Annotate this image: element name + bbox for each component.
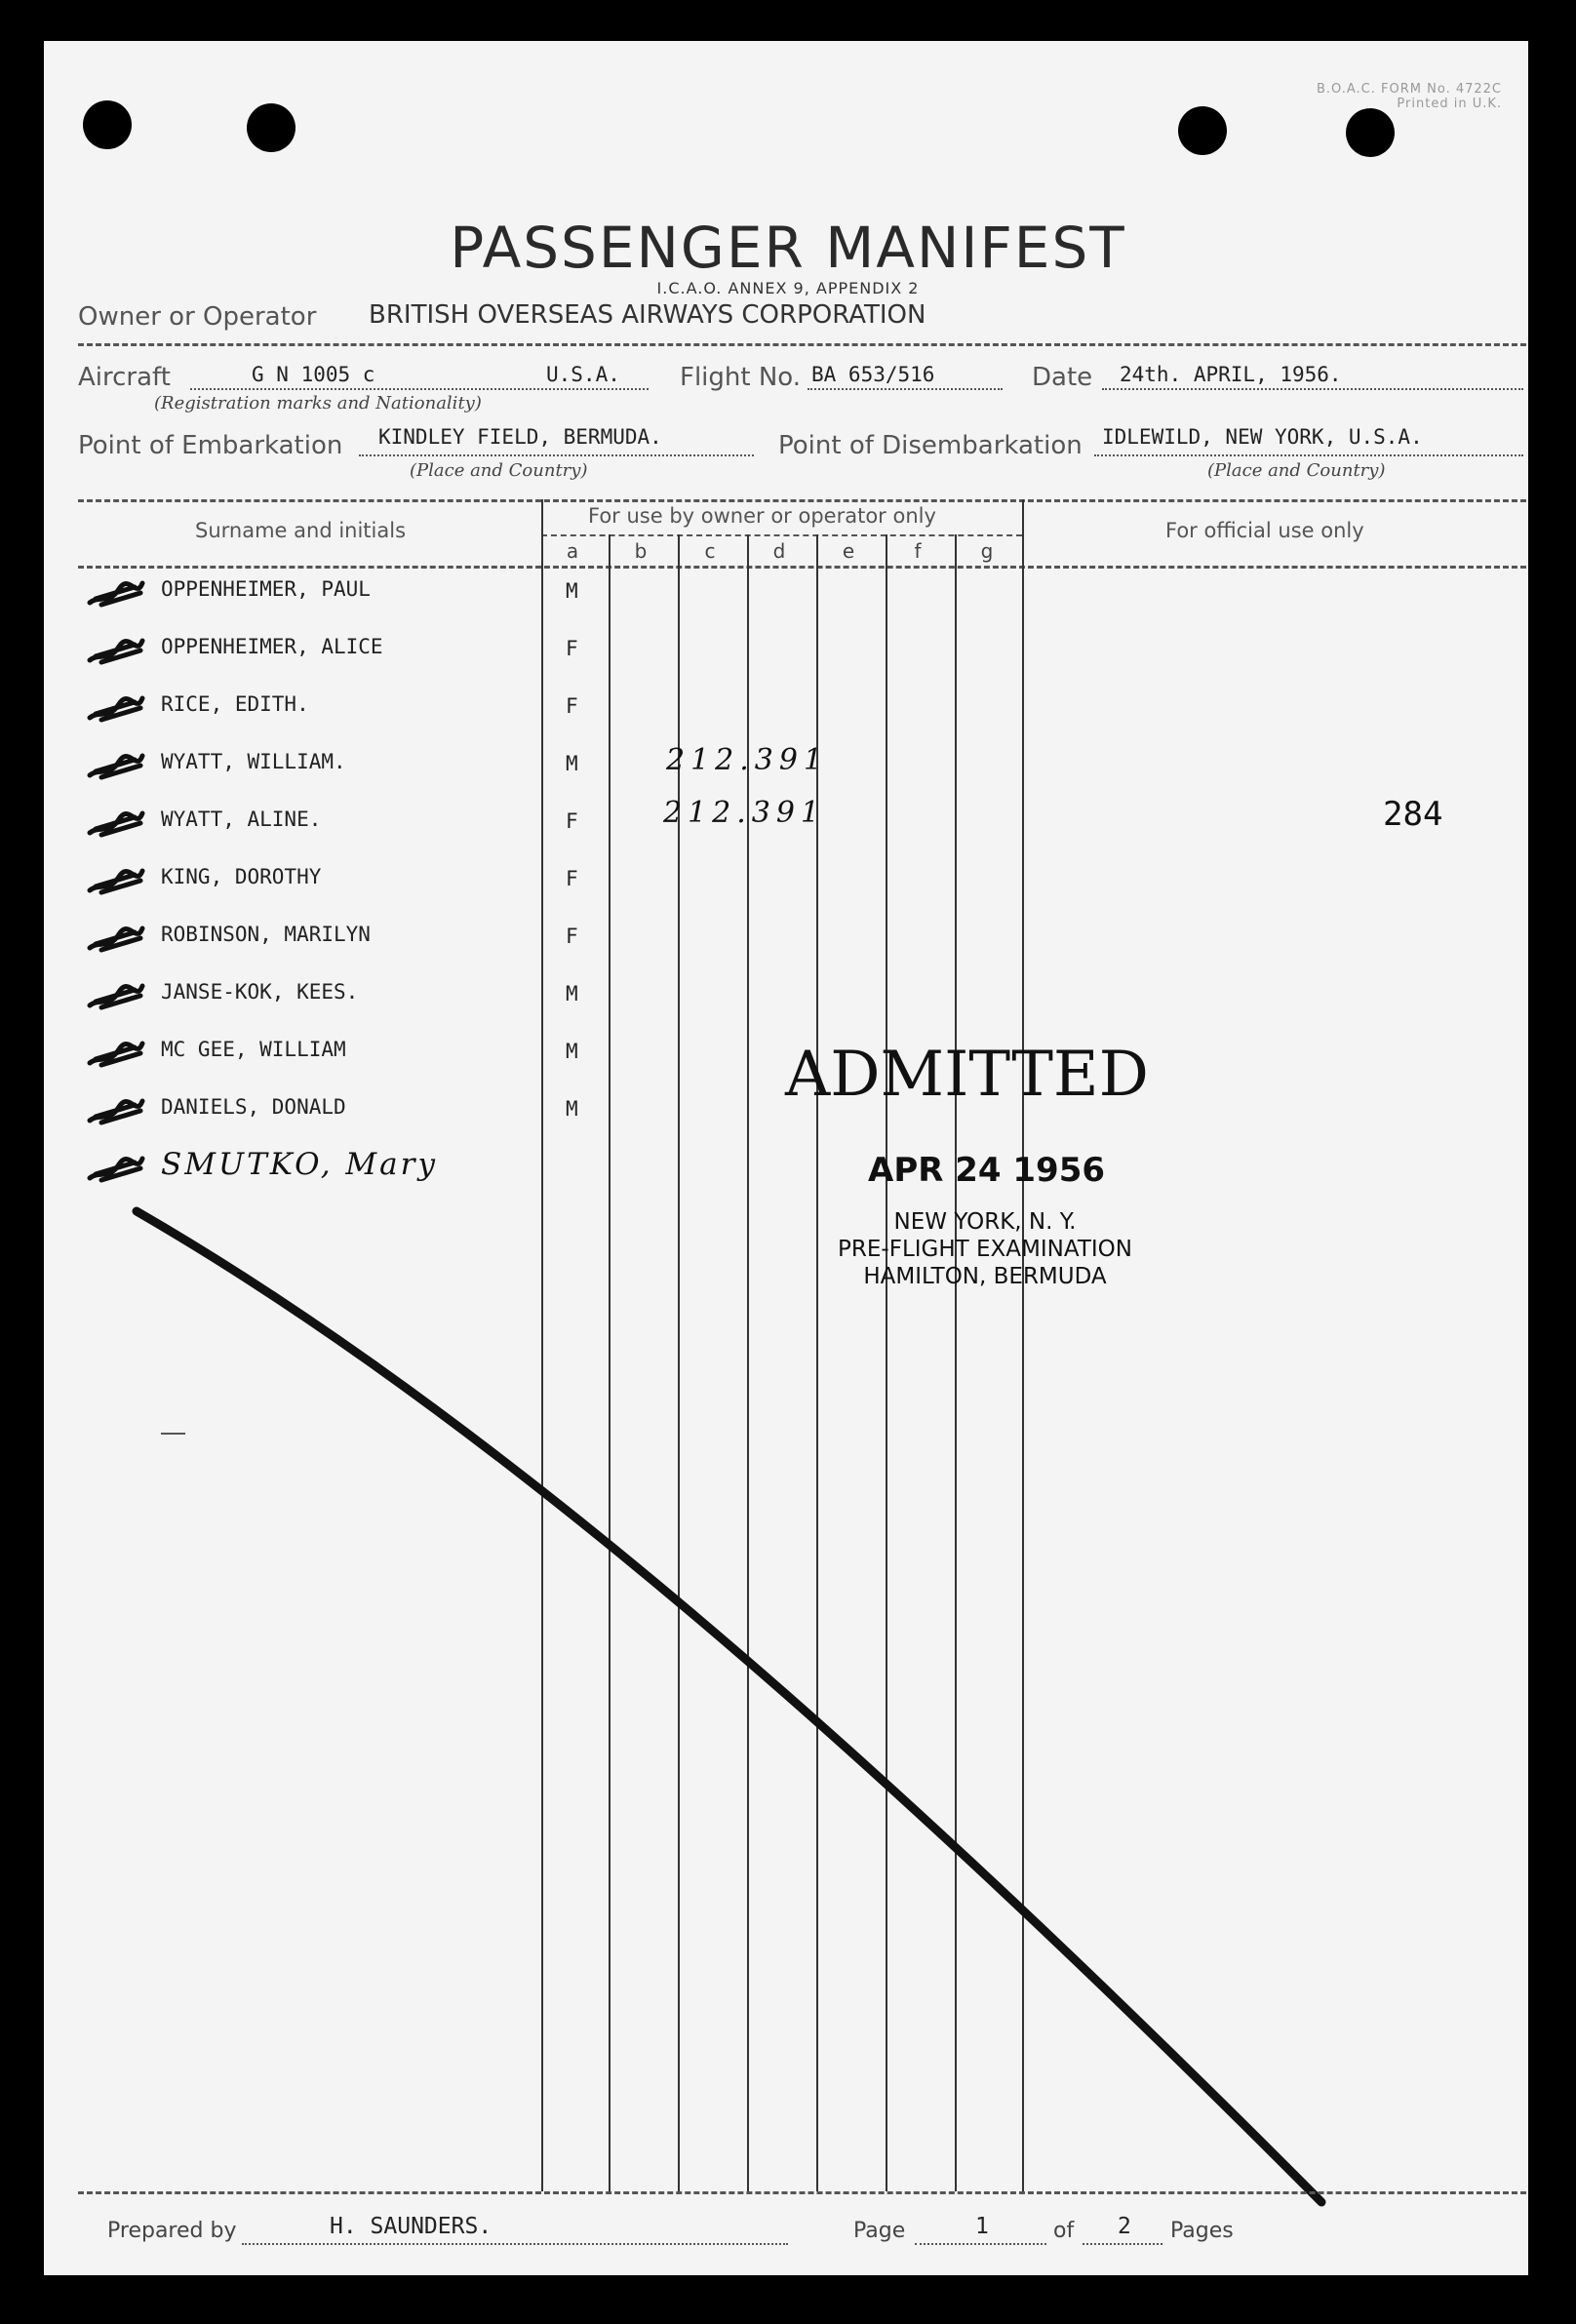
- page-title: PASSENGER MANIFEST: [450, 215, 1126, 281]
- stamp-exam: PRE-FLIGHT EXAMINATION: [838, 1237, 1132, 1262]
- passenger-name: WYATT, WILLIAM.: [161, 750, 346, 773]
- aircraft-note: (Registration marks and Nationality): [154, 393, 482, 414]
- passenger-sex: M: [566, 752, 578, 775]
- of-value: 2: [1118, 2214, 1131, 2239]
- column-header-c: c: [704, 539, 716, 563]
- disembarkation-note: (Place and Country): [1207, 460, 1386, 481]
- of-label: of: [1053, 2219, 1075, 2243]
- column-header-f: f: [914, 539, 922, 563]
- form-number-line: B.O.A.C. FORM No. 4722C: [1317, 82, 1502, 97]
- passenger-sex: M: [566, 982, 578, 1005]
- passenger-name: OPPENHEIMER, PAUL: [161, 577, 371, 601]
- passenger-name: OPPENHEIMER, ALICE: [161, 635, 383, 658]
- date-label: Date: [1032, 363, 1093, 392]
- page-subtitle: I.C.A.O. ANNEX 9, APPENDIX 2: [656, 279, 920, 297]
- owner-value: BRITISH OVERSEAS AIRWAYS CORPORATION: [369, 300, 926, 330]
- disembarkation-label: Point of Disembarkation: [778, 431, 1083, 460]
- passenger-name: ROBINSON, MARILYN: [161, 923, 371, 946]
- pages-label: Pages: [1170, 2219, 1234, 2243]
- embarkation-label: Point of Embarkation: [78, 431, 343, 460]
- disembarkation-value: IDLEWILD, NEW YORK, U.S.A.: [1102, 425, 1423, 449]
- cancel-slash-stroke: [137, 1211, 1321, 2202]
- flight-label: Flight No.: [680, 363, 802, 392]
- page-label: Page: [853, 2219, 906, 2243]
- owner-label: Owner or Operator: [78, 302, 317, 332]
- passenger-sex: F: [566, 867, 578, 890]
- of-dots: [1083, 2243, 1162, 2245]
- embarkation-value: KINDLEY FIELD, BERMUDA.: [378, 425, 662, 449]
- passenger-sex: F: [566, 637, 578, 660]
- date-value: 24th. APRIL, 1956.: [1120, 363, 1342, 386]
- stamp-date: APR 24 1956: [868, 1151, 1106, 1190]
- form-printed-line: Printed in U.K.: [1397, 97, 1502, 111]
- passenger-name: JANSE-KOK, KEES.: [161, 980, 359, 1004]
- page-value: 1: [975, 2214, 989, 2239]
- passenger-name: RICE, EDITH.: [161, 692, 309, 716]
- passenger-name: MC GEE, WILLIAM: [161, 1038, 346, 1061]
- column-header-b: b: [634, 539, 648, 563]
- passenger-sex: F: [566, 925, 578, 948]
- column-header-g: g: [980, 539, 994, 563]
- prepared-by-label: Prepared by: [107, 2219, 237, 2243]
- passenger-sex: M: [566, 1097, 578, 1121]
- owner-use-header: For use by owner or operator only: [588, 504, 936, 528]
- official-number: 284: [1383, 795, 1443, 834]
- column-header-a: a: [566, 539, 579, 563]
- aircraft-registration: G N 1005 c: [252, 363, 375, 386]
- passenger-name: KING, DOROTHY: [161, 865, 322, 888]
- stamp-location: HAMILTON, BERMUDA: [863, 1264, 1107, 1289]
- embarkation-note: (Place and Country): [410, 460, 588, 481]
- official-use-header: For official use only: [1165, 519, 1364, 542]
- surname-header: Surname and initials: [195, 519, 407, 542]
- passenger-name: DANIELS, DONALD: [161, 1095, 346, 1119]
- column-header-e: e: [842, 539, 855, 563]
- prepared-by-dots: [242, 2243, 788, 2245]
- footer-rule: [78, 2191, 1526, 2194]
- stamp-place: NEW YORK, N. Y.: [893, 1209, 1077, 1235]
- handwritten-note: 212.391: [666, 743, 829, 777]
- passenger-name: SMUTKO, Mary: [161, 1147, 438, 1182]
- column-header-d: d: [772, 539, 786, 563]
- aircraft-nationality: U.S.A.: [546, 363, 620, 386]
- admitted-stamp: ADMITTED: [785, 1039, 1149, 1111]
- flight-value: BA 653/516: [811, 363, 935, 386]
- page-dots: [915, 2243, 1046, 2245]
- passenger-name: WYATT, ALINE.: [161, 807, 322, 831]
- passenger-sex: M: [566, 1040, 578, 1063]
- prepared-by-value: H. SAUNDERS.: [330, 2214, 492, 2239]
- aircraft-label: Aircraft: [78, 363, 171, 392]
- passenger-sex: M: [566, 579, 578, 603]
- handwritten-note: 212.391: [663, 796, 826, 830]
- passenger-sex: F: [566, 809, 578, 833]
- passenger-sex: F: [566, 694, 578, 718]
